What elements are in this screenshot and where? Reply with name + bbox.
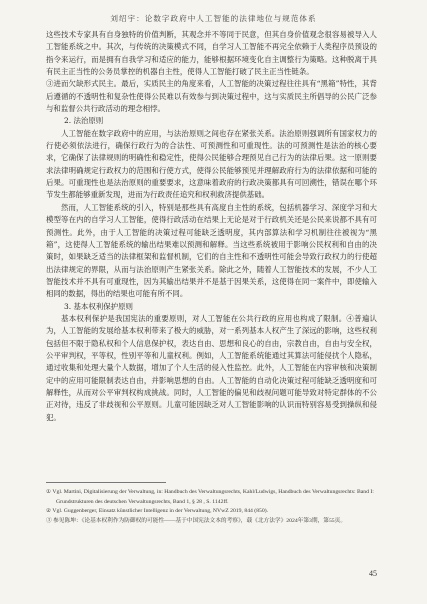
footnote: ① Vgl. Martini, Digitalisierung der Verwaltung, in: Handbuch des Verwaltungsrechts, Kahl/Ludwigs, Handbuch des Verwaltungsrechts: Band I: Grundstrukturen des deutschen Verwaltungsrechts, Band 1, § 28 , S. 1142ff. bbox=[46, 489, 374, 505]
paragraph: 人工智能在数字政府中的应用，与法治原则之间也存在紧张关系。法治原则强调所有国家权力的行使必须依法进行，确保行政行为的合法性、可预测性和可重现性。法的可预测性是法治的核心要求，它确保了法律规则的明确性和稳定性，使得公民能够合理预见自己行为的法律后果。这一原则要求法律明确规定行政权力的范围和行使方式，使得公民能够预见并理解政府行为的法律依据和可能的后果。可重现性也是法治原则的重要要求，这意味着政府的行政决策都具有可回溯性，错误在哪个环节发生都能够重新发现，进而为行政责任追究和权利救济提供基础。 bbox=[46, 128, 377, 200]
section-heading: 3. 基本权利保护原则 bbox=[64, 301, 133, 311]
footnote: ② Vgl. Guggenberger, Einsatz künstlicher Intelligenz in der Verwaltung, NVwZ 2019, 844 (850). bbox=[46, 508, 269, 515]
page-number: 45 bbox=[369, 569, 377, 578]
footnotes bbox=[46, 488, 377, 526]
paragraph: 基本权利保护是我国宪法的重要原则，对人工智能在公共行政的应用也构成了限制。④普遍认为，人工智能的发展给基本权利带来了极大的威胁，对一系列基本人权产生了深远的影响，这些权利包括但不限于隐私权和个人信息保护权，表达自由、思想和良心的自由，宗教自由，自由与安全权，公平审判权，平等权，性别平等和儿童权利。例如，人工智能系统能通过其算法可能侵扰个人隐私，通过收集和处理大量个人数据，增加了个人生活的侵入性监控。此外，人工智能在内容审核和决策制定中的应用可能限制表达自由，并影响思想的自由。人工智能的自动化决策过程可能缺乏透明度和可解释性，从而对公平审判权构成挑战。同时，人工智能的偏见和歧视问题可能导致对特定群体的不公正对待，违反了非歧视和公平原则。儿童可能因缺乏对人工智能影响的认识而特别容易受到操纵和侵犯。 bbox=[46, 313, 377, 422]
paragraph: 然而，人工智能系统的引入，特别是那些具有高度自主性的系统，包括机器学习、深度学习和大模型等在内的自学习人工智能，使得行政活动在结果上无论是对于行政机关还是公民来说都不具有可预测性。此外，由于人工智能的决策过程可能缺乏透明度，其内部算法和学习机制往往被视为“黑箱”，这使得人工智能系统的输出结果难以预测和解释。当这些系统被用于影响公民权利和自由的决策时，如果缺乏适当的法律框架和监督机制，它们的自主性和不透明性可能会导致行政权力的行使超出法律规定的界限，从而与法治原则产生紧张关系。除此之外，随着人工智能技术的发展，不少人工智能技术并不具有可重现性，因为其输出结果并不是基于因果关系，这使得在同一案件中，即使输入相同的数据，得出的结果也可能有所不同。 bbox=[46, 202, 377, 299]
section-heading: 2. 法治原则 bbox=[64, 116, 104, 126]
paragraph: 这些技术专家具有自身独特的价值判断，其观念并不等同于民意，但其自身价值观念很容易被导入人工智能系统之中。其次，与传统的决策模式不同，自学习人工智能不再完全依赖于人类程序员预设的指令来运行，而是拥有自我学习和适应的能力，能够根据环境变化自主调整行为策略。这种脱离于具有民主正当性的公务员掌控的机器自主性，使得人工智能打破了民主正当性链条。 bbox=[46, 30, 377, 77]
footnote-divider bbox=[46, 482, 166, 483]
footnote: ③ 参见陈坤：《论基本权利作为防御权的可能性——基于中国宪法文本的考察》，载《北方法学》2024年第3期，第55页。 bbox=[46, 517, 347, 524]
article-body bbox=[46, 29, 377, 424]
running-header: 刘绍宇：论数字政府中人工智能的法律地位与规范体系 bbox=[110, 14, 317, 23]
paragraph: ③进而欠缺形式民主。最后，实质民主的角度来看，人工智能的决策过程往往具有“黑箱”特性，其背后遵循的不透明性和复杂性使得公民难以有效参与到决策过程中，这与实质民主所倡导的公民广泛参与和监督公共行政活动的理念相悖。 bbox=[46, 79, 377, 114]
